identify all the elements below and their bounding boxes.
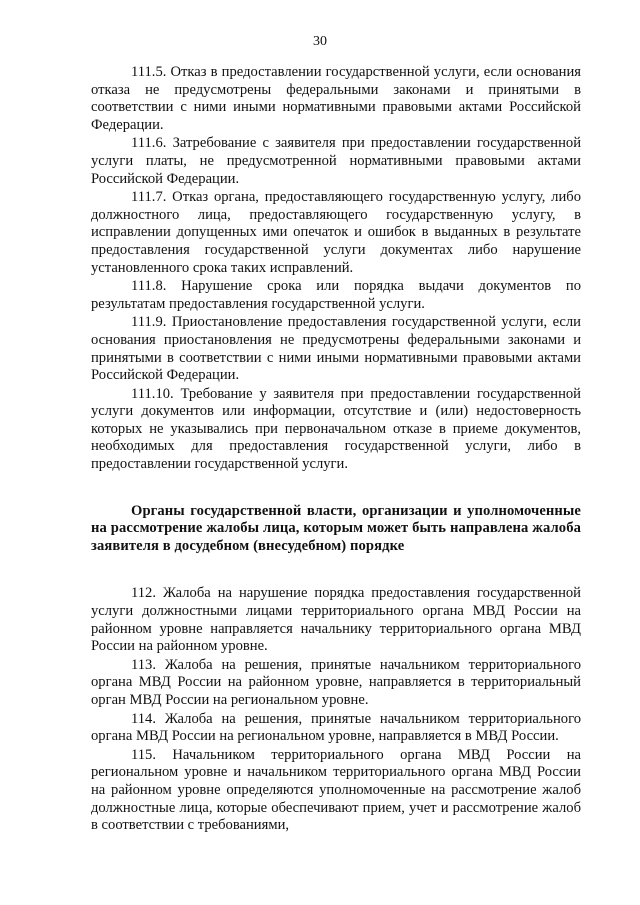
section-heading: Органы государственной власти, организации и уполномоченные на рассмотрение жалобы лица, которым может быть направлена жалоба заявителя в досудебном (внесудебном) порядке (91, 502, 581, 554)
paragraph-111-9: 111.9. Приостановление предоставления государственной услуги, если основания приостановления не предусмотрены федеральными законами и принятыми в соответствии с ними иными нормативными правовыми актами Российской Федерации. (91, 314, 581, 384)
paragraph-113: 113. Жалоба на решения, принятые начальником территориального органа МВД России на районном уровне, направляется в территориальный орган МВД России на региональном уровне. (91, 656, 581, 708)
paragraph-111-7: 111.7. Отказ органа, предоставляющего государственную услугу, либо должностного лица, предоставляющего государственную услугу, в исправлении допущенных ими опечаток и ошибок в выданных в результате предоставления государственной услуги документах либо нарушение установленного срока таких исправлений. (91, 189, 581, 276)
paragraph-112: 112. Жалоба на нарушение порядка предоставления государственной услуги должностными лицами территориального органа МВД России на районном уровне направляется начальнику территориального органа МВД России на районном уровне. (91, 585, 581, 655)
paragraph-115: 115. Начальником территориального органа МВД России на региональном уровне и начальником территориального органа МВД России на районном уровне определяются уполномоченные на рассмотрение жалоб должностные лица, которые обеспечивают прием, учет и рассмотрение жалоб в соответствии с требованиями, (91, 746, 581, 834)
paragraph-111-6: 111.6. Затребование с заявителя при предоставлении государственной услуги платы, не предусмотренной нормативными правовыми актами Российской Федерации. (91, 135, 581, 187)
page-number: 30 (313, 34, 327, 49)
paragraph-111-10: 111.10. Требование у заявителя при предоставлении государственной услуги документов или информации, отсутствие и (или) недостоверность которых не указывались при первоначальном отказе в приеме документов, необходимых для предоставления государственной услуги, либо в предоставлении государственной услуги. (91, 385, 581, 473)
paragraph-111-8: 111.8. Нарушение срока или порядка выдачи документов по результатам предоставления государственной услуги. (91, 278, 581, 312)
paragraph-114: 114. Жалоба на решения, принятые начальником территориального органа МВД России на региональном уровне, направляется в МВД России. (91, 710, 581, 745)
document-body (91, 64, 581, 835)
paragraph-111-5: 111.5. Отказ в предоставлении государственной услуги, если основания отказа не предусмотрены федеральными законами и принятыми в соответствии с ними иными нормативными правовыми актами Российской Федерации. (91, 64, 581, 133)
